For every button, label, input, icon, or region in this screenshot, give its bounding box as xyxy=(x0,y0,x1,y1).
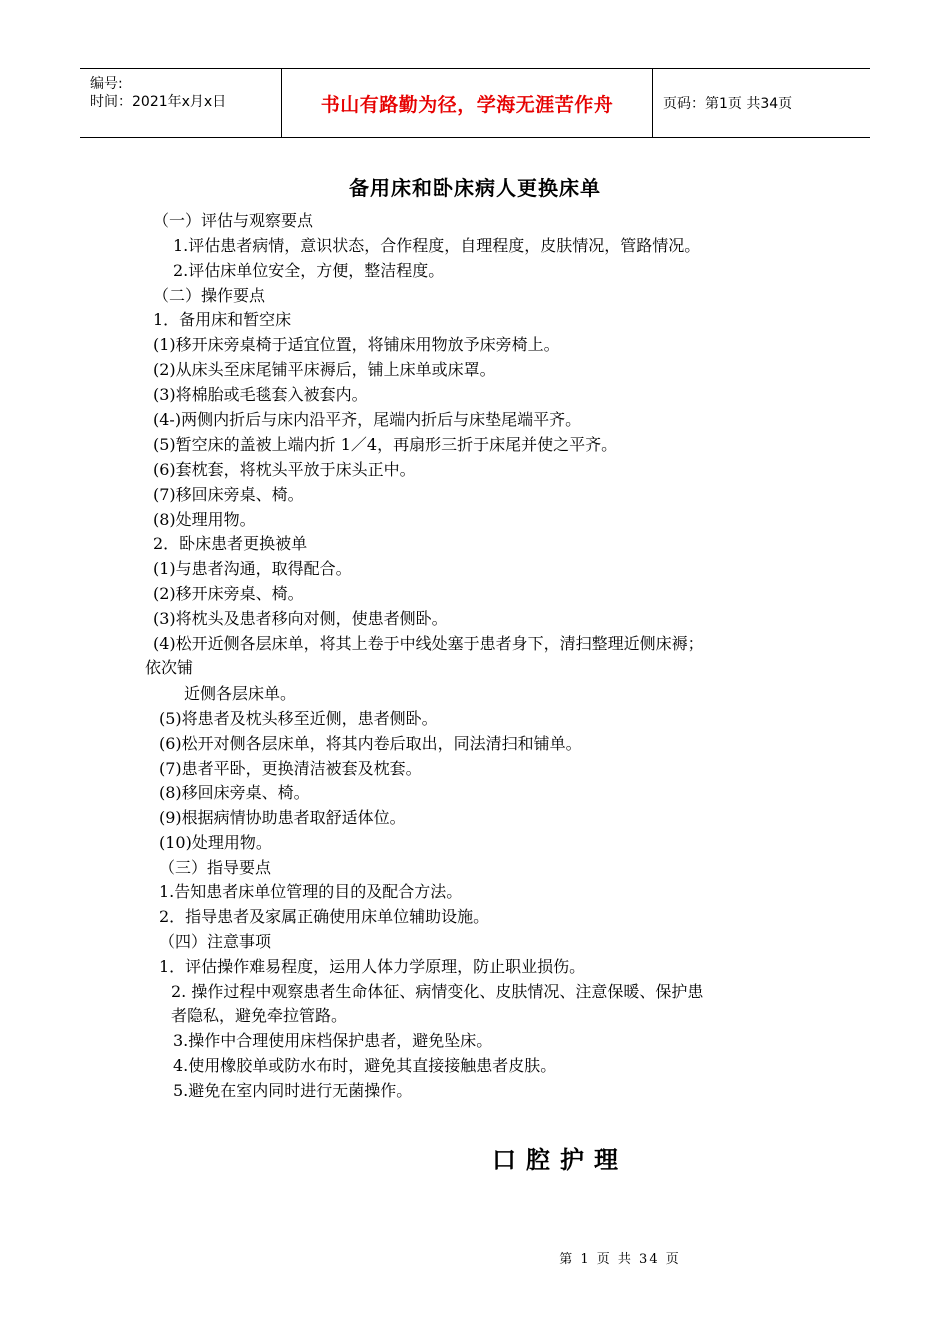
page-footer: 第 1 页 共 34 页 xyxy=(559,1252,681,1267)
body-line: (5)暂空床的盖被上端内折 1／4，再扇形三折于床尾并使之平齐。 xyxy=(153,435,618,454)
page-header xyxy=(80,68,870,138)
document-title: 备用床和卧床病人更换床单 xyxy=(349,176,601,200)
body-line: （三）指导要点 xyxy=(159,858,272,877)
body-line: 4.使用橡胶单或防水布时，避免其直接接触患者皮肤。 xyxy=(173,1056,557,1075)
body-line: 2. 操作过程中观察患者生命体征、病情变化、皮肤情况、注意保暖、保护患 xyxy=(171,982,704,1001)
body-line: (9)根据病情协助患者取舒适体位。 xyxy=(159,808,406,827)
body-line: 2.评估床单位安全，方便，整洁程度。 xyxy=(173,261,445,280)
body-line: 3.操作中合理使用床档保护患者，避免坠床。 xyxy=(173,1031,493,1050)
body-line: (8)移回床旁桌、椅。 xyxy=(159,783,310,802)
body-line: 1．备用床和暂空床 xyxy=(153,310,292,329)
section-title: 口腔护理 xyxy=(492,1146,628,1174)
body-line: (1)与患者沟通，取得配合。 xyxy=(153,559,352,578)
document-time-label: 时间：2021年x月x日 xyxy=(90,94,227,110)
body-line: 2．指导患者及家属正确使用床单位辅助设施。 xyxy=(159,907,490,926)
body-line: (2)从床头至床尾铺平床褥后，铺上床单或床罩。 xyxy=(153,360,496,379)
body-line: 者隐私，避免牵拉管路。 xyxy=(171,1006,348,1025)
body-line: (7)移回床旁桌、椅。 xyxy=(153,485,304,504)
document-number-label: 编号: xyxy=(90,76,123,92)
body-line: (5)将患者及枕头移至近侧，患者侧卧。 xyxy=(159,709,438,728)
body-line: （一）评估与观察要点 xyxy=(153,211,314,230)
body-line: (4-)两侧内折后与床内沿平齐，尾端内折后与床垫尾端平齐。 xyxy=(153,410,582,429)
body-line: 1．评估操作难易程度，运用人体力学原理，防止职业损伤。 xyxy=(159,957,586,976)
body-line: (6)松开对侧各层床单，将其内卷后取出，同法清扫和铺单。 xyxy=(159,734,582,753)
body-line: 2．卧床患者更换被单 xyxy=(153,534,308,553)
body-line: (4)松开近侧各层床单，将其上卷于中线处塞于患者身下，清扫整理近侧床褥； xyxy=(153,634,704,653)
body-line: (10)处理用物。 xyxy=(159,833,272,852)
body-line: 依次铺 xyxy=(145,658,194,677)
body-line: 1.评估患者病情，意识状态，合作程度，自理程度，皮肤情况，管路情况。 xyxy=(173,236,701,255)
body-line: (3)将棉胎或毛毯套入被套内。 xyxy=(153,385,368,404)
body-line: 5.避免在室内同时进行无菌操作。 xyxy=(173,1081,413,1100)
body-line: (1)移开床旁桌椅于适宜位置，将铺床用物放予床旁椅上。 xyxy=(153,335,560,354)
body-line: （二）操作要点 xyxy=(153,286,266,305)
header-left-cell xyxy=(80,69,282,137)
body-line: (3)将枕头及患者移向对侧，使患者侧卧。 xyxy=(153,609,448,628)
body-line: 1.告知患者床单位管理的目的及配合方法。 xyxy=(159,882,463,901)
header-page-code: 页码：第1页 共34页 xyxy=(663,96,793,112)
body-line: (8)处理用物。 xyxy=(153,510,256,529)
body-line: (6)套枕套，将枕头平放于床头正中。 xyxy=(153,460,416,479)
body-line: 近侧各层床单。 xyxy=(184,684,297,703)
body-line: (7)患者平卧，更换清洁被套及枕套。 xyxy=(159,759,422,778)
body-line: (2)移开床旁桌、椅。 xyxy=(153,584,304,603)
body-line: （四）注意事项 xyxy=(159,932,272,951)
header-motto: 书山有路勤为径，学海无涯苦作舟 xyxy=(282,69,653,137)
